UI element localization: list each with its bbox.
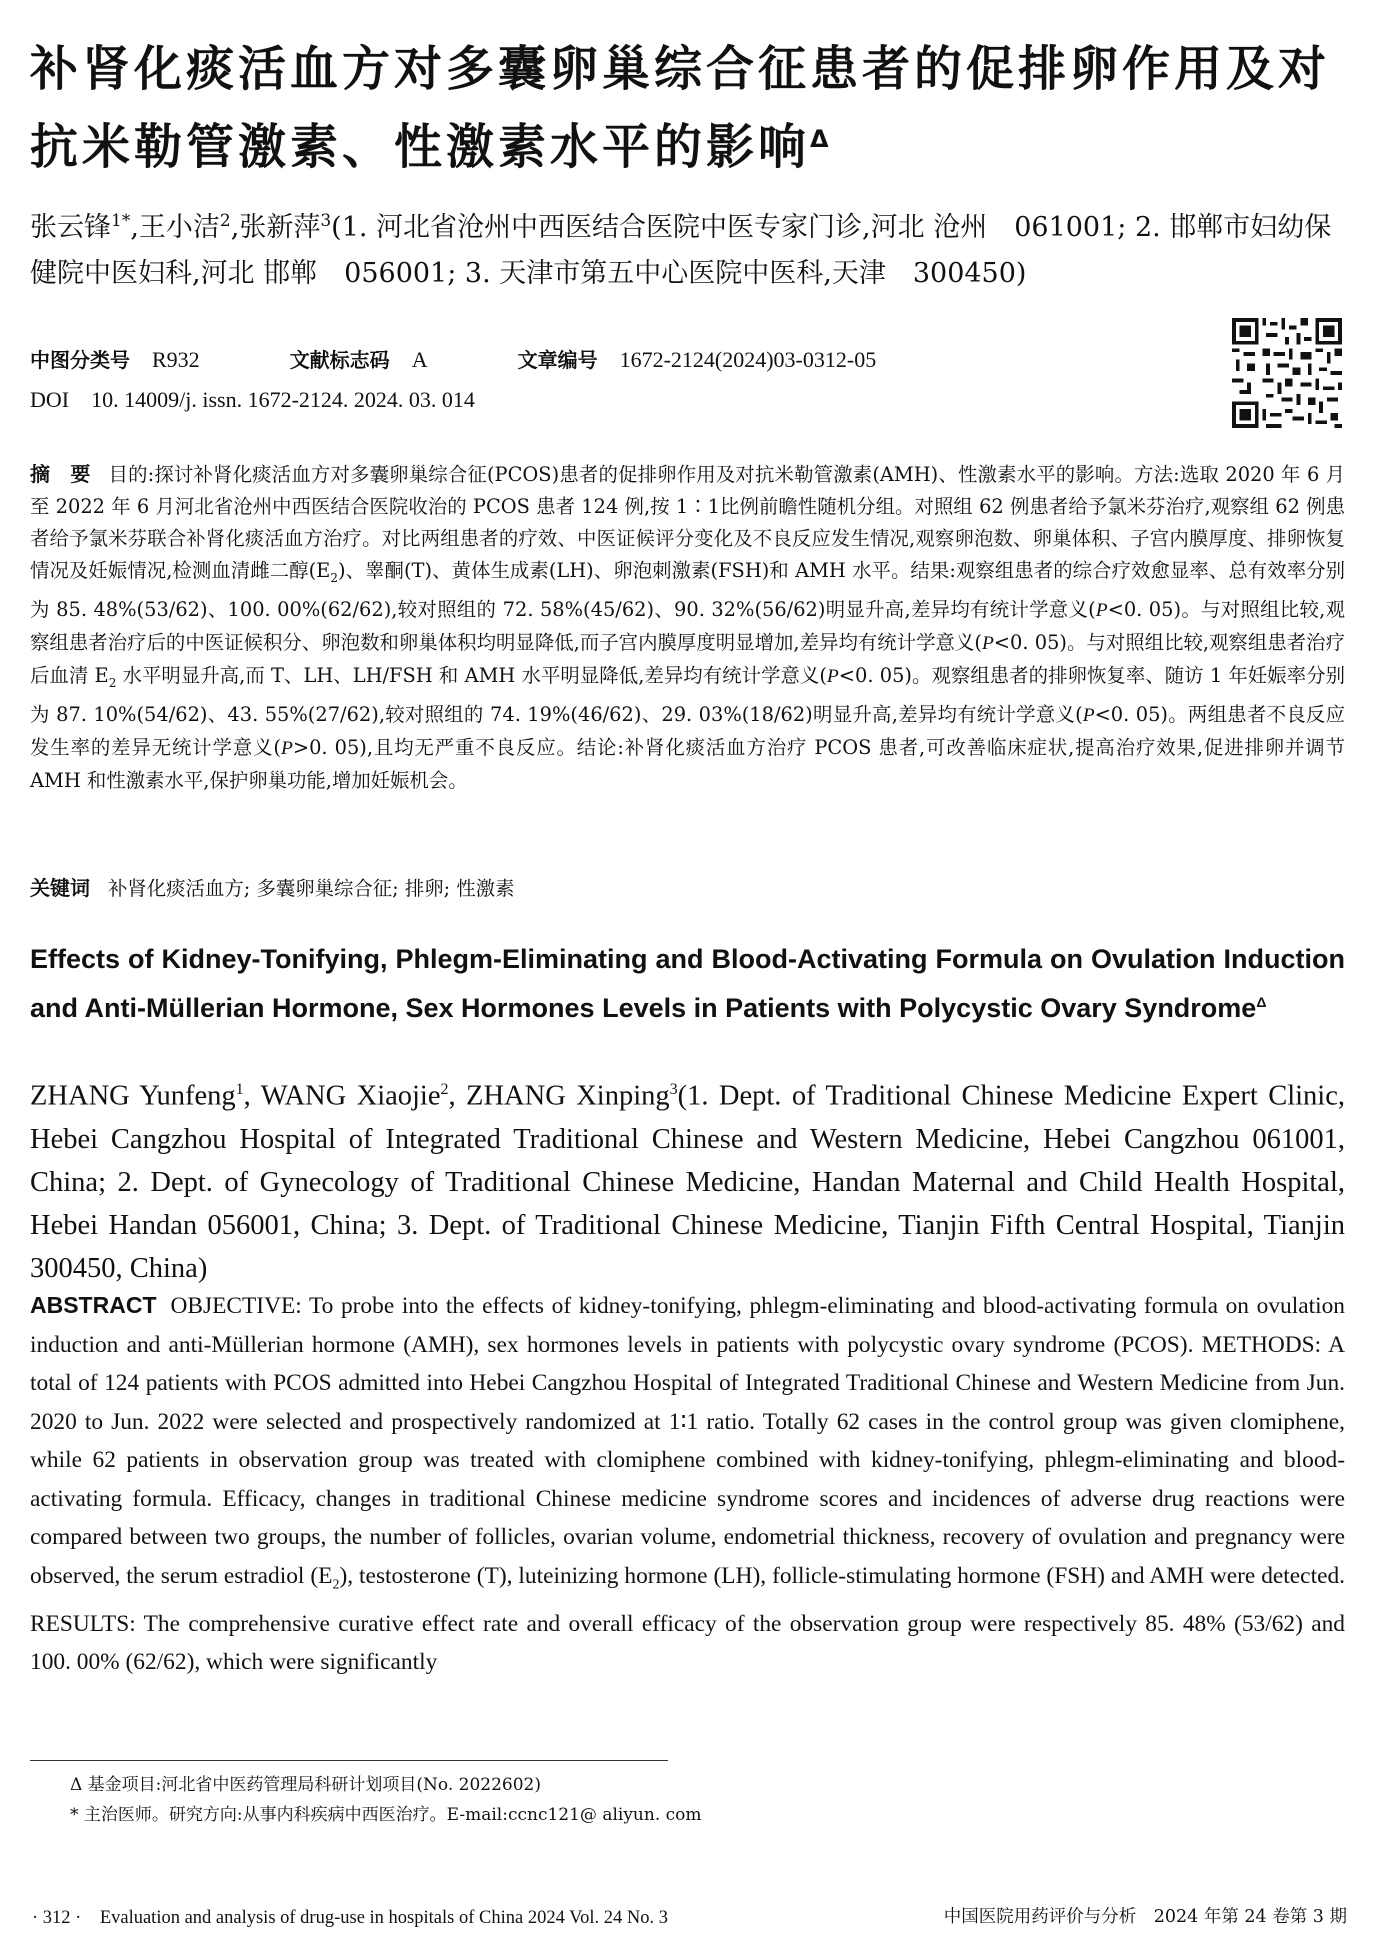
keywords-cn (30, 872, 1330, 905)
doc-code-label: 文献标志码 (289, 348, 390, 372)
abstract-cn-text: 目的:探讨补肾化痰活血方对多囊卵巢综合征(PCOS)患者的促排卵作用及对抗米勒管激素(AMH)、性激素水平的影响。方法:选取 2020 年 6 月至 2022 年 6 月河北省沧州中西医结合医院收治的 PCOS 患者 124 例,按 1∶1比例前瞻性随机分组。对照组 62 例患者给予氯米芬治疗,观察组 62 例患者给予氯米芬联合补肾化痰活血方治疗。对比两组患者的疗效、中医证候评分变化及不良反应发生情况,观察卵泡数、卵巢体积、子宫内膜厚度、排卵恢复情况及妊娠情况,检测血清雌二醇$(E_2)$、睾酮(T)、黄体生成素(LH)、卵泡刺激素(FSH)和 AMH 水平。结果:观察组患者的综合疗效愈显率、总有效率分别为 85. 48%(53/62)、100. 00%(62/62),较对照组的 72. 58%(45/62)、90. 32%(56/62)明显升高,差异均有统计学意义(P<0. 05)。与对照组比较,观察组患者治疗后的中医证候积分、卵泡数和卵巢体积均明显降低,而子宫内膜厚度明显增加,差异均有统计学意义(P<0. 05)。与对照组比较,观察组患者治疗后血清 $E_2$ 水平明显升高,而 T、LH、LH/FSH 和 AMH 水平明显降低,差异均有统计学意义(P<0. 05)。观察组患者的排卵恢复率、随访 1 年妊娠率分别为 87. 10%(54/62)、43. 55%(27/62),较对照组的 74. 19%(46/62)、29. 03%(18/62)明显升高,差异均有统计学意义(P<0. 05)。两组患者不良反应发生率的差异无统计学意义(P>0. 05),且均无严重不良反应。结论:补肾化痰活血方治疗 PCOS 患者,可改善临床症状,提高治疗效果,促进排卵并调节 AMH 和性激素水平,保护卵巢功能,增加妊娠机会。 (30, 463, 1346, 792)
author-2-cn: 王小洁 (138, 212, 220, 243)
affiliation-cn: (1. 河北省沧州中西医结合医院中医专家门诊,河北 沧州 061001; 2. 邯郸市妇幼保健院中医妇科,河北 邯郸 056001; 3. 天津市第五中心医院中医科,天津 300450) (30, 212, 1332, 289)
keywords-cn-text: 补肾化痰活血方; 多囊卵巢综合征; 排卵; 性激素 (108, 877, 515, 900)
clc-value: R932 (152, 347, 200, 372)
author-2-en-sup: 2 (440, 1081, 449, 1098)
author-1-cn: 张云锋 (30, 212, 111, 243)
author-1-en-sup: 1 (235, 1081, 244, 1098)
affiliation-en: (1. Dept. of Traditional Chinese Medicine Expert Clinic, Hebei Cangzhou Hospital of Integrated Traditional Chinese and Western Medicine, Hebei Cangzhou 061001, China; 2. Dept. of Gynecology of Traditional Chinese Medicine, Handan Maternal and Child Health Hospital, Hebei Handan 056001, China; 3. Dept. of Traditional Chinese Medicine, Tianjin Fifth Central Hospital, Tianjin 300450, China) (30, 1080, 1345, 1284)
authors-cn: 张云锋$^{1*}$,王小洁$^2$,张新萍$^3$(1. 河北省沧州中西医结合医院中医专家门诊,河北 沧州 061001; 2. 邯郸市妇幼保健院中医妇科,河北 邯郸 056001; 3. 天津市第五中心医院中医科,天津 300450) (30, 211, 1332, 289)
footer-journal-en: · 312 · Evaluation and analysis of drug-use in hospitals of China 2024 Vol. 24 No. 3 (32, 1908, 668, 1928)
article-number-label: 文章编号 (517, 348, 598, 372)
article-number-value: 1672-2124(2024)03-0312-05 (619, 347, 877, 372)
authors-en: ZHANG Yunfeng$^1$, WANG Xiaojie$^2$, ZHANG Xinping$^3$(1. Dept. of Traditional Chinese Medicine Expert Clinic, Hebei Cangzhou Hospital of Integrated Traditional Chinese and Western Medicine, Hebei Cangzhou 061001, China; 2. Dept. of Gynecology of Traditional Chinese Medicine, Handan Maternal and Child Health Hospital, Hebei Handan 056001, China; 3. Dept. of Traditional Chinese Medicine, Tianjin Fifth Central Hospital, Tianjin 300450, China) (30, 1080, 1345, 1284)
footnotes (70, 1770, 1270, 1830)
author-3-en: ZHANG Xinping (466, 1080, 670, 1112)
doi-value: 10. 14009/j. issn. 1672-2124. 2024. 03. 014 (91, 387, 475, 412)
title-en-fund-mark: Δ (1256, 994, 1267, 1010)
qr-code-icon[interactable] (1232, 318, 1342, 428)
title-en-text: Effects of Kidney-Tonifying, Phlegm-Eliminating and Blood-Activating Formula on Ovulation Induction and Anti-Müllerian Hormone, Sex Hormones Levels in Patients with Polycystic Ovary Syndrome (30, 944, 1345, 1023)
abstract-en-text: OBJECTIVE: To probe into the effects of kidney-tonifying, phlegm-eliminating and blood-activating formula on ovulation induction and anti-Müllerian hormone (AMH), sex hormones levels in patients with polycystic ovary syndrome (PCOS). METHODS: A total of 124 patients with PCOS admitted into Hebei Cangzhou Hospital of Integrated Traditional Chinese and Western Medicine from Jun. 2020 to Jun. 2022 were selected and prospectively randomized at 1∶1 ratio. Totally 62 cases in the control group was given clomiphene, while 62 patients in observation group was treated with clomiphene combined with kidney-tonifying, phlegm-eliminating and blood-activating formula. Efficacy, changes in traditional Chinese medicine syndrome scores and incidences of adverse drug reactions were compared between two groups, the number of follicles, ovarian volume, endometrial thickness, recovery of ovulation and pregnancy were observed, the serum estradiol $(E_2)$, testosterone (T), luteinizing hormone (LH), follicle-stimulating hormone (FSH) and AMH were detected. RESULTS: The comprehensive curative effect rate and overall efficacy of the observation group were respectively 85. 48% (53/62) and 100. 00% (62/62), which were significantly (30, 1293, 1345, 1676)
title-fund-mark: Δ (810, 125, 833, 153)
abstract-en-label: ABSTRACT (30, 1292, 157, 1318)
author-3-sup: 3 (320, 211, 332, 231)
author-3-cn: 张新萍 (239, 212, 321, 243)
article-title-en (30, 938, 1345, 1030)
author-1-sup: 1* (111, 211, 131, 231)
doi-label: DOI (30, 387, 70, 412)
meta-line-2 (30, 380, 1210, 420)
title-cn-text: 补肾化痰活血方对多囊卵巢综合征患者的促排卵作用及对抗米勒管激素、性激素水平的影响 (30, 41, 1331, 175)
footer-journal-cn: 中国医院用药评价与分析 2024 年第 24 卷第 3 期 (943, 1907, 1347, 1927)
keywords-cn-label: 关键词 (30, 876, 90, 900)
meta-line-1 (30, 340, 1210, 380)
abstract-en (30, 1286, 1345, 1682)
author-3-en-sup: 3 (669, 1081, 678, 1098)
article-title-cn (30, 30, 1350, 186)
author-1-en: ZHANG Yunfeng (30, 1080, 236, 1112)
author-2-sup: 2 (219, 211, 231, 231)
author-2-en: WANG Xiaojie (260, 1080, 441, 1112)
footnote-divider (30, 1760, 668, 1761)
abstract-cn (30, 458, 1345, 797)
article-meta (30, 340, 1210, 420)
footnote-fund: Δ 基金项目:河北省中医药管理局科研计划项目(No. 2022602) (70, 1775, 542, 1795)
clc-label: 中图分类号 (30, 348, 130, 372)
footnote-author: * 主治医师。研究方向:从事内科疾病中西医治疗。E-mail:ccnc121@ aliyun. com (70, 1805, 702, 1825)
abstract-cn-label: 摘 要 (30, 462, 91, 486)
doc-code-value: A (411, 347, 428, 372)
